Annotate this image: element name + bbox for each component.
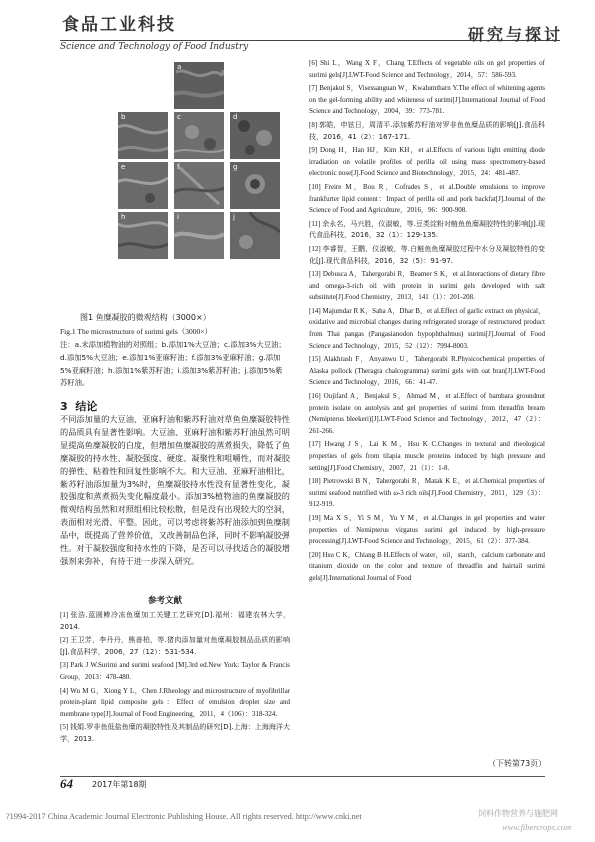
reference-text: 李睿智，王鹏，仪淑敏，等.白鲢鱼鱼糜凝胶过程中水分及凝胶特性的变化[J].现代食品科技，2016，32（5）：91-97. [309, 244, 545, 265]
micrograph-panel [174, 62, 224, 109]
section-title: 结论 [75, 400, 98, 413]
reference-number: [4] [60, 686, 69, 695]
reference-text: Majumdar R K，Saha A，Dhar B，et al.Effect of garlic extract on physical，oxidative and microbial changes during refrigerated storage of restructured product from Thai pangas (Pangasianodon hypophthalmus) surimi[J].Journal of Food Science and Technology，2015，52（12）：7994-8003. [309, 306, 546, 350]
micrograph-panel [174, 112, 224, 159]
reference-text: Hwang J S，Lai K M，Hsu K C.Changes in textural and rheological properties of gels from tilapia muscle proteins induced by high pressure and setting[J].Food Chemistry，2007，21（1）：1-8. [309, 440, 545, 472]
section-label: 研究与探讨 [468, 25, 564, 44]
reference-text: Dong H，Han HJ，Kim KH，et al.Effects of various light emitting diode irradiation on volatile profiles of perilla oil using mass spectrometry-based electronic nose[J].Food Science and Biotechnology，2015，24：481-487. [309, 146, 546, 178]
reference-item [309, 83, 545, 118]
issue-label: 2017年第18期 [92, 780, 147, 789]
reference-text: 王卫芳，李丹丹，熊善柏，等.猪肉添加量对鱼糜凝胶制品品质的影响[J].食品科学，2006，27（12）：531-534. [60, 636, 291, 656]
reference-item [60, 686, 290, 721]
reference-item [309, 550, 545, 585]
panel-label: h [121, 213, 126, 221]
reference-item [309, 354, 545, 389]
reference-number: [9] [309, 146, 318, 155]
reference-number: [12] [309, 244, 321, 253]
reference-text: Pietrowski B N，Tahergorabi R，Matak K E，et al.Chemical properties of surimi seafood nutrified with ω-3 rich oils[J].Food Chemistry，2011，129（3）：912-919. [309, 477, 546, 509]
reference-text: Ma X S，Yi S M，Yu Y M，et al.Changes in gel properties and water properties of Nemipterus virgatus surimi gel induced by high-pressure processing[J].LWT-Food Science and Technology，2015，61（2）：377-384. [309, 513, 545, 546]
reference-number: [15] [309, 355, 321, 364]
reference-number: [14] [309, 306, 321, 315]
panel-label: a [177, 63, 182, 71]
reference-number: [7] [309, 84, 318, 93]
panel-label: g [233, 163, 238, 171]
reference-number: [13] [309, 270, 321, 279]
reference-number: [19] [309, 513, 321, 522]
reference-text: Benjakul S，Visessanguan W，Kwalumtharn Y.The effect of whitening agents on the gel-forming ability and whiteness of surimi[J].International Journal of Food Science and Technology，2004，39：773-781. [309, 84, 546, 116]
reference-number: [10] [309, 182, 321, 191]
reference-text: Wu M G，Xiong Y L，Chen J.Rheology and microstructure of myofibrillar protein-plant lipid composite gels：Effect of emulsion droplet size and membrane type[J].Journal of Food Engineering，2011，4（106）：318-324. [60, 686, 291, 718]
reference-number: [1] [60, 611, 69, 619]
reference-item [60, 635, 290, 658]
reference-item [60, 610, 290, 633]
reference-item [309, 58, 545, 81]
panel-label: i [177, 213, 179, 221]
sem-figure [118, 62, 280, 308]
reference-text: Hsu C K，Chiang B H.Effects of water，oil，starch，calcium carbonate and titanium dioxide on the color and texture of threadfin and hairtail surimi gels[J].International Journal of Food [309, 550, 546, 582]
copyright-notice: ?1994-2017 China Academic Journal Electronic Publishing House. All rights reserved. http://www.cnki.net [6, 812, 362, 821]
conclusion-body: 不同添加量的大豆油、亚麻籽油和紫苏籽油对草鱼鱼糜凝胶特性的品质具有显著性影响。大豆油、亚麻籽油和紫苏籽油虽然可明显提高鱼糜凝胶的白度，但增加鱼糜凝胶的蒸煮损失，降低了鱼糜凝胶的持水性、凝胶强度、硬度、凝聚性和咀嚼性，而对凝胶的弹性、粘着性和回复性影响不大。和大豆油、亚麻籽油相比，紫苏籽油添加量为3%时，鱼糜凝胶持水性没有显著性变化，凝胶强度和蒸煮损失变化幅度最小。添加3%植物油的鱼糜凝胶的微观结构虽然和对照组相比较松散，但是没有出现较大的空洞，表面相对光滑、平整。因此，可以考虑将紫苏籽油添加到鱼糜制品中，既提高了营养价值，又改善制品色泽，同时不影响凝胶弹性。对于凝胶强度和持水性的下降，是否可以寻找适合的凝胶增强剂来弥补，有待于进一步深入研究。 [60, 414, 290, 566]
panel-label: d [233, 113, 238, 121]
micrograph-panel [118, 162, 168, 209]
continued-note: （下转第73页） [488, 759, 547, 768]
reference-number: [18] [309, 477, 321, 486]
footer-rule [60, 776, 545, 777]
references-heading: 参考文献 [148, 596, 183, 606]
panel-label: j [233, 213, 235, 221]
micrograph-panel [230, 162, 280, 209]
figure-title-english: Fig.1 The microstructure of surimi gels（3000×） [60, 327, 212, 336]
panel-label: f [177, 163, 180, 171]
reference-item [309, 306, 545, 352]
reference-text: 郭皓，申铉日，周清平.添加紫苏籽油对罗非鱼鱼糜品质的影响[J].食品科技，2016，41（2）：167-171. [309, 120, 546, 141]
figure-notes: 注：a.未添加植物油的对照组；b.添加1%大豆油；c.添加3%大豆油；d.添加5%大豆油；e.添加1%亚麻籽油；f.添加3%亚麻籽油；g.添加5%亚麻籽油；h.添加1%紫苏籽油；i.添加3%紫苏籽油；j.添加5%紫苏籽油。 [60, 340, 286, 388]
journal-english-title: Science and Technology of Food Industry [60, 42, 249, 52]
reference-item [60, 722, 290, 745]
journal-title: 食品工业科技 [62, 15, 176, 35]
micrograph-panel [230, 112, 280, 159]
reference-number: [16] [309, 392, 321, 401]
reference-text: Oujifard A，Benjakul S，Ahmad M，et al.Effect of bambara groundnut protein isolate on autolysis and gel properties of surimi from threadfin bream (Nemipterus bleekeri)[J].LWT-Food Science and Technology，2012，47（2）：261-266. [309, 392, 545, 435]
reference-item [309, 120, 545, 143]
reference-item [309, 476, 545, 511]
reference-number: [11] [309, 219, 321, 228]
reference-number: [20] [309, 550, 321, 559]
reference-item [309, 439, 545, 474]
references-list-left [60, 610, 290, 748]
reference-item [309, 145, 545, 180]
reference-text: Debusca A，Tahergorabi R，Beamer S K，et al.Interactions of dietary fibre and omega-3-rich oil with protein in surimi gels developed with salt substitute[J].Food Chemistry，2013，141（1）：201-208. [309, 270, 545, 302]
micrograph-panel [174, 162, 224, 209]
micrograph-panel [118, 212, 168, 259]
reference-text: 张浩.蓝圆鲹冷冻鱼糜加工关键工艺研究[D].福州：福建农林大学，2014. [60, 611, 290, 631]
reference-number: [3] [60, 661, 69, 670]
section-number: 3 [60, 400, 68, 413]
reference-item [309, 513, 545, 548]
reference-number: [6] [309, 59, 318, 67]
panel-label: b [121, 113, 126, 121]
reference-item [60, 660, 290, 683]
figure-title: 图1 鱼糜凝胶的微观结构（3000×） [80, 313, 211, 322]
reference-text: Freire M，Bou R，Cofrades S，et al.Double emulsions to improve frankfurter lipid content：Impact of perilla oil and pork backfat[J].Journal of the Science of Food and Agriculture，2016，96：900-908. [309, 182, 545, 215]
section-heading [60, 398, 97, 414]
reference-item [309, 219, 545, 242]
reference-number: [2] [60, 636, 69, 645]
reference-text: 余永名，马兴胜，仪淑敏，等.豆类淀粉对鲢鱼鱼糜凝胶特性的影响[J].现代食品科技，2016，32（1）：129-135. [309, 219, 545, 240]
reference-item [309, 391, 545, 437]
reference-text: Park J W.Surimi and surimi seafood [M].3rd ed.New York: Taylor & Francis Group，2013：478-480. [60, 661, 291, 681]
reference-number: [8] [309, 120, 318, 129]
reference-text: Shi L，Wang X F，Chang T.Effects of vegetable oils on gel properties of surimi gels[J].LWT-Food Science and Technology，2014，57：586-593. [309, 59, 546, 79]
reference-text: 钱娟.罗非鱼低盐鱼糜的凝胶特性及其制品的研究[D].上海：上海海洋大学，2013. [60, 723, 290, 743]
panel-label: c [177, 113, 181, 121]
reference-item [309, 244, 545, 267]
panel-label: e [121, 163, 126, 171]
reference-number: [17] [309, 440, 321, 449]
page-number: 64 [60, 776, 73, 791]
reference-item [309, 182, 545, 217]
micrograph-panel [230, 212, 280, 259]
micrograph-panel [174, 212, 224, 259]
reference-item [309, 269, 545, 304]
references-list-right [309, 58, 545, 587]
watermark-url: www.fibercrops.com [502, 822, 572, 832]
reference-text: Alakhrash F，Anyanwu U，Tahergorabi R.Physicochemical properties of Alaska pollock (Theragra chalcogramma) surimi gels with oat bran[J].LWT-Food Science and Technology，2016，66：41-47. [309, 355, 545, 387]
reference-number: [5] [60, 723, 69, 732]
micrograph-panel [118, 112, 168, 159]
watermark-text: 饲料作物营养与施肥网 [478, 809, 558, 818]
